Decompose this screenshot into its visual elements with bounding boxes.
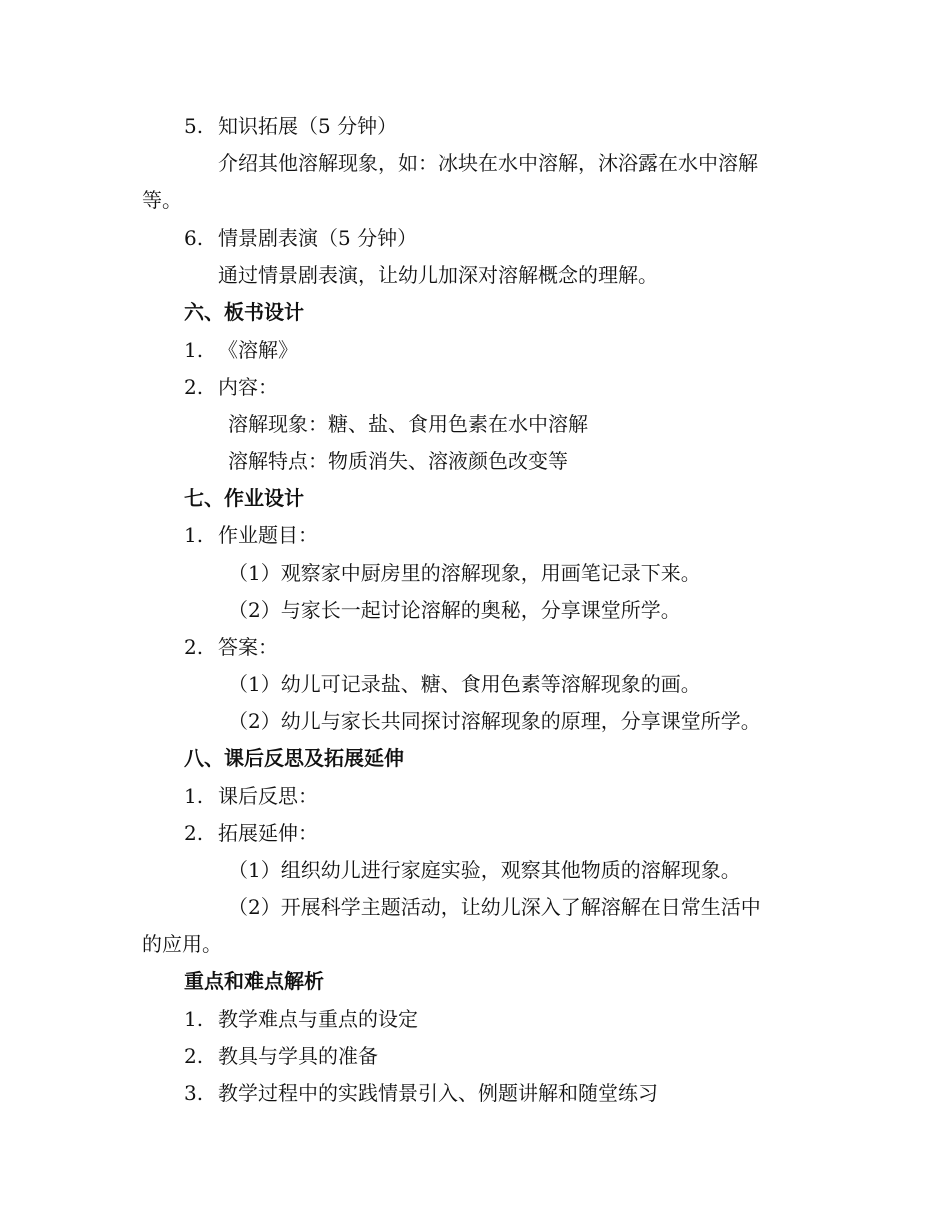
list-item-text: 课后反思： — [218, 784, 318, 808]
list-item-text: 拓展延伸： — [218, 821, 318, 845]
list-item-role-play — [184, 225, 417, 251]
sub-item: 溶解特点：物质消失、溶液颜色改变等 — [228, 449, 568, 473]
list-item — [184, 374, 278, 400]
list-item — [184, 1006, 418, 1032]
list-number: 6. — [184, 226, 204, 250]
list-item — [184, 1043, 378, 1069]
list-item-text: 教学过程中的实践情景引入、例题讲解和随堂练习 — [218, 1081, 658, 1105]
list-number: 2. — [184, 821, 204, 845]
list-item-text: 教具与学具的准备 — [218, 1044, 378, 1068]
list-number: 1. — [184, 1007, 204, 1031]
sub-item: 溶解现象：糖、盐、食用色素在水中溶解 — [228, 412, 588, 436]
list-item-text: 作业题目： — [218, 523, 318, 547]
paragraph-line: 通过情景剧表演，让幼儿加深对溶解概念的理解。 — [218, 263, 658, 287]
list-item-text: 内容： — [218, 375, 278, 399]
sub-item: （2）开展科学主题活动，让幼儿深入了解溶解在日常生活中 — [228, 895, 761, 919]
list-item — [184, 634, 278, 660]
list-number: 5. — [184, 114, 204, 138]
sub-item: （1）组织幼儿进行家庭实验，观察其他物质的溶解现象。 — [228, 858, 741, 882]
list-item-knowledge-extension — [184, 113, 397, 139]
list-item — [184, 783, 318, 809]
list-item-text: 知识拓展（5 分钟） — [218, 114, 398, 138]
list-item-text: 情景剧表演（5 分钟） — [218, 226, 418, 250]
list-number: 1. — [184, 784, 204, 808]
list-number: 2. — [184, 1044, 204, 1068]
list-item-text: 教学难点与重点的设定 — [218, 1007, 418, 1031]
list-number: 1. — [184, 523, 204, 547]
list-number: 1. — [184, 338, 204, 362]
list-item — [184, 820, 318, 846]
section-heading-homework: 七、作业设计 — [184, 486, 304, 510]
paragraph-line: 的应用。 — [142, 932, 222, 956]
sub-item: （1）幼儿可记录盐、糖、食用色素等溶解现象的画。 — [228, 672, 701, 696]
paragraph-line: 等。 — [142, 188, 182, 212]
section-heading-board-design: 六、板书设计 — [184, 300, 304, 324]
paragraph-line: 介绍其他溶解现象，如：冰块在水中溶解，沐浴露在水中溶解 — [218, 151, 758, 175]
list-item — [184, 337, 298, 363]
sub-item: （1）观察家中厨房里的溶解现象，用画笔记录下来。 — [228, 561, 701, 585]
sub-item: （2）与家长一起讨论溶解的奥秘，分享课堂所学。 — [228, 598, 681, 622]
list-number: 2. — [184, 375, 204, 399]
list-number: 3. — [184, 1081, 204, 1105]
list-number: 2. — [184, 635, 204, 659]
list-item — [184, 522, 318, 548]
section-heading-key-points: 重点和难点解析 — [184, 969, 324, 993]
sub-item: （2）幼儿与家长共同探讨溶解现象的原理，分享课堂所学。 — [228, 709, 761, 733]
section-heading-reflection: 八、课后反思及拓展延伸 — [184, 746, 404, 770]
list-item-text: 答案： — [218, 635, 278, 659]
list-item — [184, 1080, 658, 1106]
list-item-text: 《溶解》 — [218, 338, 298, 362]
